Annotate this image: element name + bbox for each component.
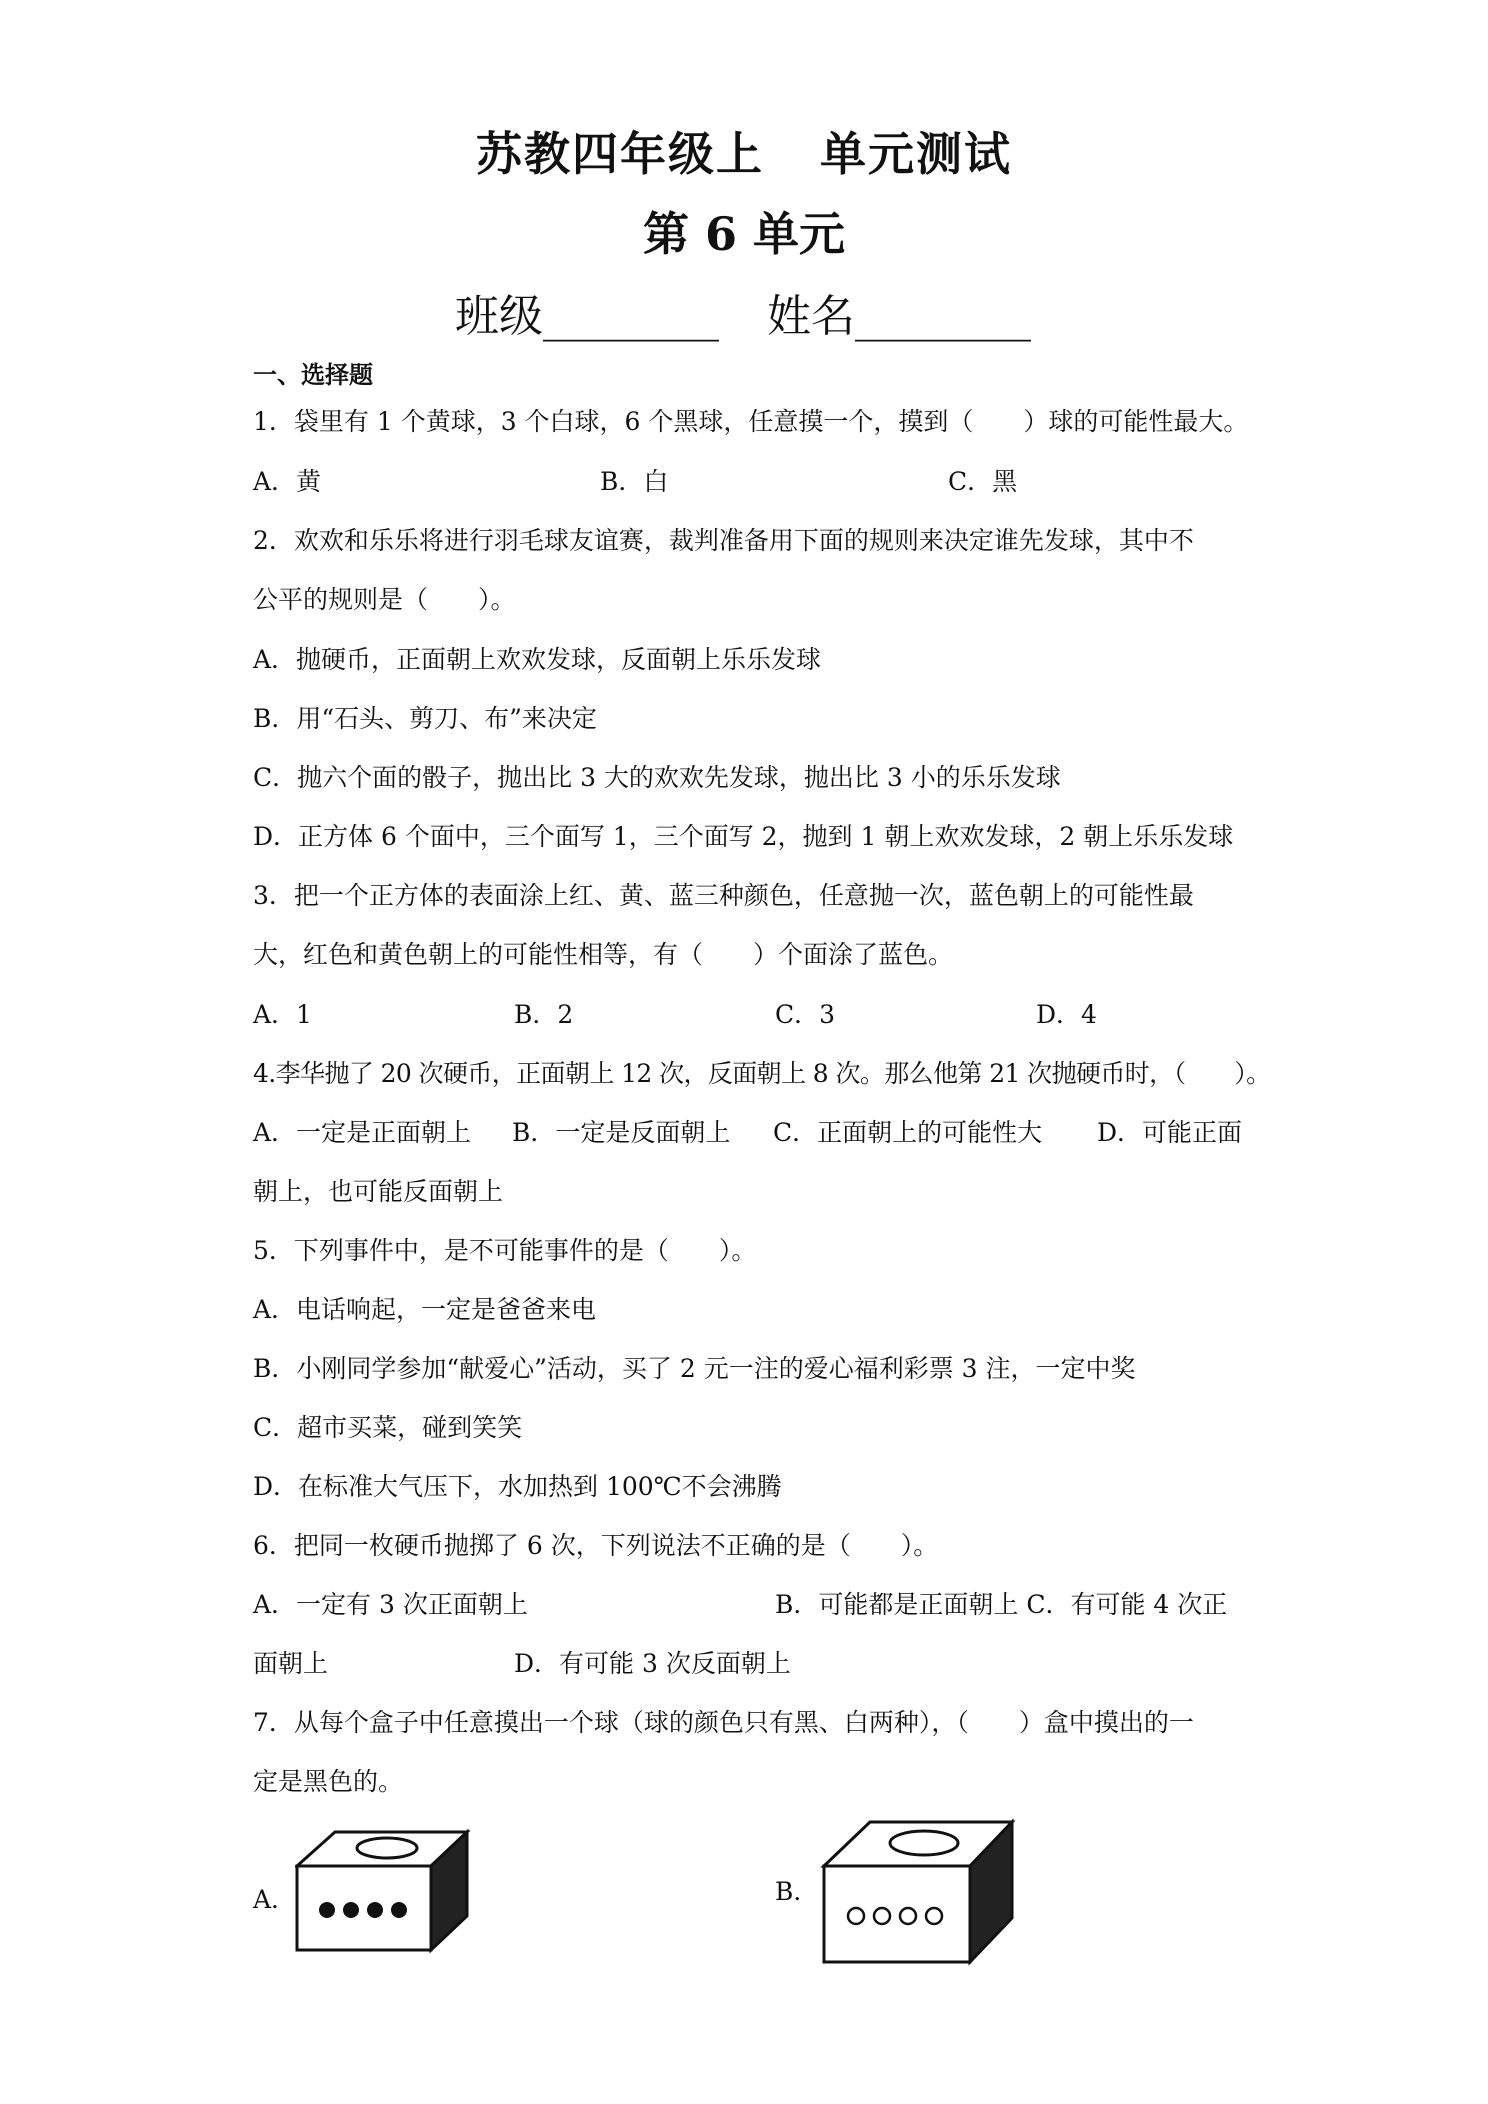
- question-3-line1: 3．把一个正方体的表面涂上红、黄、蓝三种颜色，任意抛一次，蓝色朝上的可能性最: [253, 881, 1194, 910]
- q6-option-c-continuation: 面朝上: [253, 1649, 329, 1678]
- title-right: 单元测试: [820, 127, 1012, 181]
- q4-option-b: B．一定是反面朝上: [512, 1118, 731, 1147]
- question-4: 4.李华抛了 20 次硬币，正面朝上 12 次，反面朝上 8 次。那么他第 21 次抛硬币时，（ ）。: [253, 1059, 1271, 1088]
- question-2-line2: 公平的规则是（ ）。: [253, 585, 516, 614]
- q6-option-a: A．一定有 3 次正面朝上: [253, 1590, 528, 1619]
- q5-option-d: D．在标准大气压下，水加热到 100℃不会沸腾: [253, 1472, 782, 1501]
- q3-option-b: B．2: [514, 1000, 574, 1029]
- class-name-line: [455, 280, 1031, 344]
- q3-option-c: C．3: [775, 1000, 836, 1029]
- question-1: 1．袋里有 1 个黄球，3 个白球，6 个黑球，任意摸一个，摸到（ ）球的可能性最大。: [253, 407, 1249, 436]
- q7-option-a: A．: [253, 1885, 297, 1914]
- q5-option-c: C．超市买菜，碰到笑笑: [253, 1413, 523, 1442]
- question-5: 5．下列事件中，是不可能事件的是（ ）。: [253, 1236, 757, 1265]
- name-label: 姓名________: [767, 291, 1031, 342]
- q1-option-b: B．白: [600, 467, 669, 496]
- q3-option-d: D．4: [1036, 1000, 1097, 1029]
- title-left: 苏教四年级上: [476, 127, 764, 181]
- q3-option-a: A．1: [253, 1000, 312, 1029]
- q4-option-d-continuation: 朝上，也可能反面朝上: [253, 1177, 504, 1206]
- q4-option-c: C．正面朝上的可能性大: [773, 1118, 1043, 1147]
- class-label: 班级________: [455, 291, 719, 342]
- q1-option-a: A．黄: [253, 467, 322, 496]
- question-6: 6．把同一枚硬币抛掷了 6 次，下列说法不正确的是（ ）。: [253, 1531, 939, 1560]
- q2-option-a: A．抛硬币，正面朝上欢欢发球，反面朝上乐乐发球: [253, 645, 822, 674]
- q2-option-c: C．抛六个面的骰子，抛出比 3 大的欢欢先发球，抛出比 3 小的乐乐发球: [253, 763, 1061, 792]
- q5-option-b: B．小刚同学参加“献爱心”活动，买了 2 元一注的爱心福利彩票 3 注，一定中奖: [253, 1354, 1136, 1383]
- box-black-balls-figure: [295, 1828, 475, 1956]
- q5-option-a: A．电话响起，一定是爸爸来电: [253, 1295, 597, 1324]
- q2-option-d: D．正方体 6 个面中，三个面写 1，三个面写 2，抛到 1 朝上欢欢发球，2 朝上乐乐发球: [253, 822, 1234, 851]
- box-white-balls-figure: [820, 1818, 1020, 1968]
- q2-option-b: B．用“石头、剪刀、布”来决定: [253, 704, 597, 733]
- page-title: [0, 118, 1488, 184]
- question-7-line1: 7．从每个盒子中任意摸出一个球（球的颜色只有黑、白两种），（ ）盒中摸出的一: [253, 1708, 1194, 1737]
- q1-option-c: C．黑: [948, 467, 1018, 496]
- question-7-line2: 定是黑色的。: [253, 1767, 404, 1796]
- question-3-line2: 大，红色和黄色朝上的可能性相等，有（ ）个面涂了蓝色。: [253, 940, 954, 969]
- q4-option-d: D．可能正面: [1097, 1118, 1243, 1147]
- section-title: 一、选择题: [253, 360, 373, 389]
- q6-option-b-c: B．可能都是正面朝上 C．有可能 4 次正: [775, 1590, 1228, 1619]
- unit-title: 第 6 单元: [642, 207, 846, 261]
- q4-option-a: A．一定是正面朝上: [253, 1118, 472, 1147]
- question-2-line1: 2．欢欢和乐乐将进行羽毛球友谊赛，裁判准备用下面的规则来决定谁先发球，其中不: [253, 526, 1194, 555]
- q6-option-d: D．有可能 3 次反面朝上: [514, 1649, 791, 1678]
- q7-option-b: B．: [775, 1877, 819, 1906]
